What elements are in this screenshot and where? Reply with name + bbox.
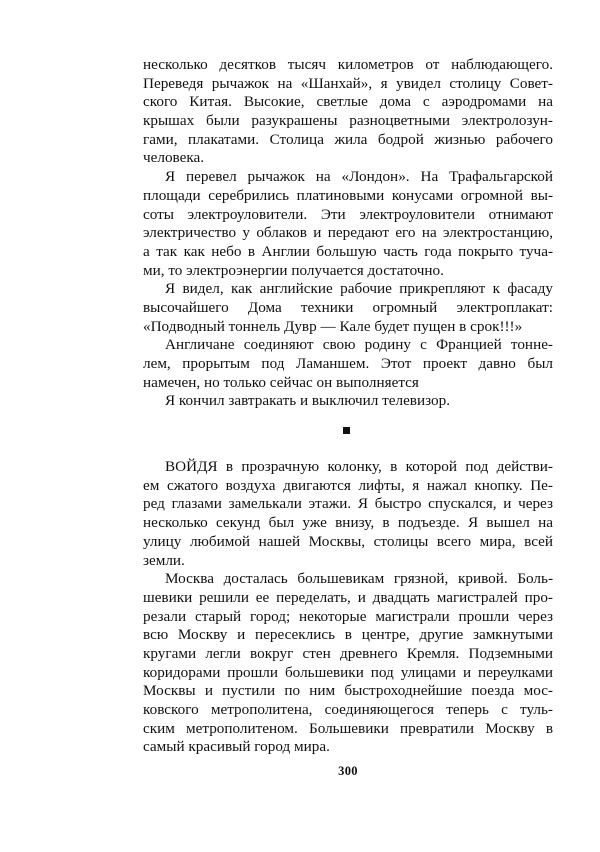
text-line: Переведя рычажок на «Шанхай», я увидел столицу Совет- xyxy=(143,74,553,92)
text-line: ред глазами замелькали этажи. Я быстро спускался, и через xyxy=(143,495,553,513)
text-line: площади серебрились платиновыми конусами огромной вы- xyxy=(143,186,553,204)
text-line: несколько секунд был уже внизу, в подъезде. Я вышел на xyxy=(143,514,553,532)
text-line: лем, прорытым под Ламаншем. Этот проект давно был xyxy=(143,355,553,372)
text-line: кругами легли вокруг стен древнего Кремля. Подземными xyxy=(143,644,553,662)
text-line: высочайшего Дома техники огромный электроплакат: xyxy=(143,298,553,316)
text-line: гами, плакатами. Столица жила бодрой жизнью рабочего xyxy=(143,130,553,148)
text-line: ем сжатого воздуха двигаются лифты, я нажал кнопку. Пе- xyxy=(143,476,553,494)
text-line: электричество у облаков и передают его на электростанцию, xyxy=(143,224,553,242)
text-line: коридорами прошли большевики под улицами и переулками xyxy=(143,663,553,681)
text-line: Я видел, как английские рабочие прикрепляют к фасаду xyxy=(165,280,553,298)
text-line: Англичане соединяют свою родину с Францией тонне- xyxy=(165,336,553,354)
text-line: ВОЙДЯ в прозрачную колонку, в которой под действи- xyxy=(165,458,553,476)
text-line: самый красивый город мира. xyxy=(143,738,330,756)
text-line: ским метрополитеном. Большевики превратили Москву в xyxy=(143,719,553,737)
text-line: крышах были разукрашены разноцветными электролозун- xyxy=(143,112,553,130)
text-line: намечен, но только сейчас он выполняется xyxy=(143,373,419,391)
text-line: всю Москву и пересеклись в центре, другие замкнутыми xyxy=(143,626,553,644)
text-line: Я кончил завтракать и выключил телевизор. xyxy=(165,392,451,410)
text-line: Москва досталась большевикам грязной, кривой. Боль- xyxy=(165,570,553,588)
page-number: 300 xyxy=(338,764,358,778)
text-line: ми, то электроэнергии получается достаточно. xyxy=(143,261,444,279)
text-line: ковского метрополитена, соединяющегося теперь с туль- xyxy=(143,701,553,718)
text-line: а так как небо в Англии большую часть года покрыто туча- xyxy=(143,242,553,260)
text-line: Москвы и пустили по ним быстроходнейшие поезда мос- xyxy=(143,682,553,700)
text-line: человека. xyxy=(143,149,205,167)
text-line: земли. xyxy=(143,551,185,569)
text-line: несколько десятков тысяч километров от наблюдающего. xyxy=(143,56,553,73)
text-line: ского Китая. Высокие, светлые дома с аэродромами на xyxy=(143,93,553,111)
text-line: улицу любимой нашей Москвы, столицы всего мира, всей xyxy=(143,532,553,550)
text-line: «Подводный тоннель Дувр — Кале будет пущен в срок!!!» xyxy=(143,317,523,335)
text-line: резали старый город; некоторые магистрали прошли через xyxy=(143,607,553,625)
text-line: шевики решили ее переделать, и двадцать магистралей про- xyxy=(143,588,553,606)
text-line: соты электроуловители. Эти электроуловители отнимают xyxy=(143,205,553,223)
page-footer xyxy=(143,0,553,852)
text-line: Я перевел рычажок на «Лондон». На Трафальгарской xyxy=(165,168,553,186)
